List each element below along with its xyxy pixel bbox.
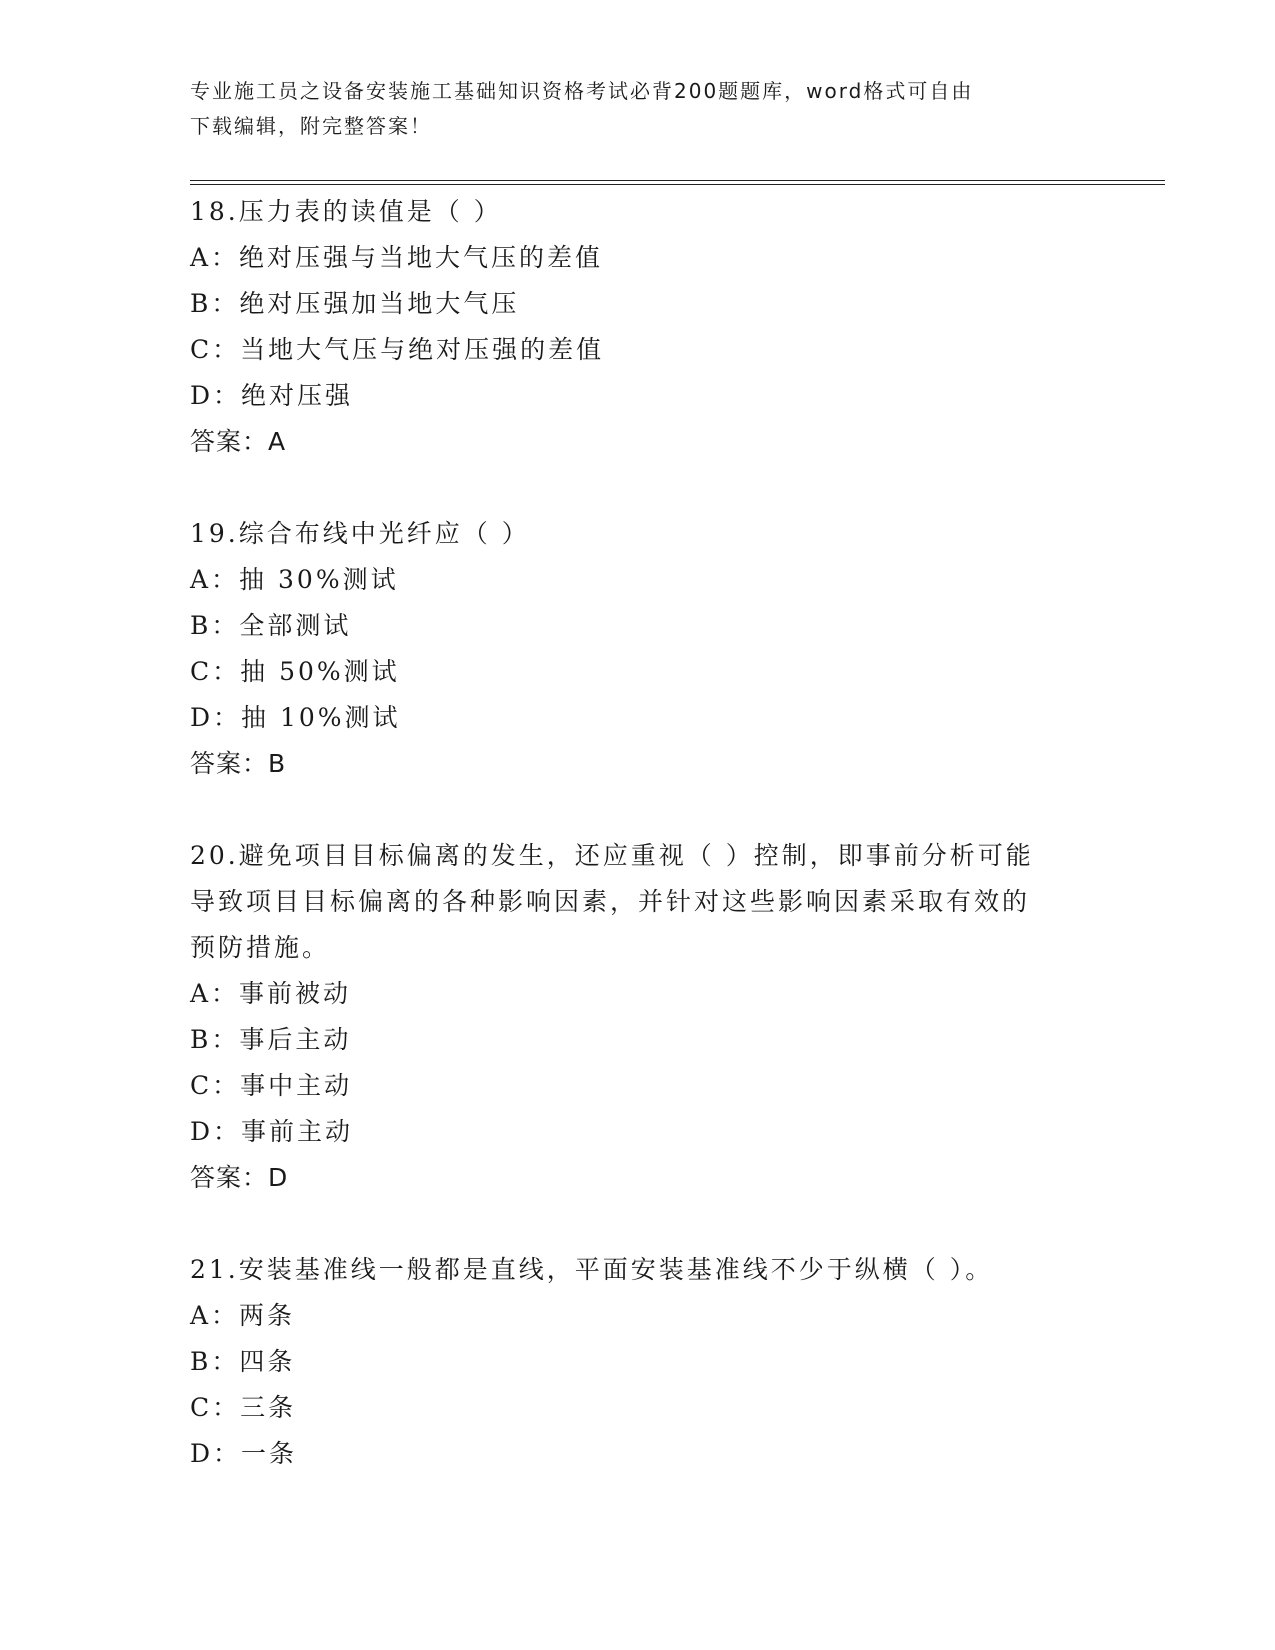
question-stem: 19.综合布线中光纤应（ ）: [190, 519, 530, 548]
option-a: A：抽 30%测试: [190, 565, 399, 594]
question-21: [190, 1247, 1070, 1477]
option-a: A：绝对压强与当地大气压的差值: [190, 243, 604, 272]
question-stem: 21.安装基准线一般都是直线，平面安装基准线不少于纵横（ ）。: [190, 1255, 994, 1284]
option-c: C：事中主动: [190, 1071, 353, 1100]
answer-line: 答案：A: [190, 427, 287, 456]
option-b: B：全部测试: [190, 611, 352, 640]
option-b: B：绝对压强加当地大气压: [190, 289, 520, 318]
option-b: B：四条: [190, 1347, 296, 1376]
option-d: D：绝对压强: [190, 381, 354, 410]
answer-line: 答案：D: [190, 1163, 289, 1192]
option-d: D：事前主动: [190, 1117, 354, 1146]
option-c: C：抽 50%测试: [190, 657, 400, 686]
header-divider-bottom: [190, 184, 1165, 185]
question-stem-line-3: 预防措施。: [190, 933, 331, 962]
option-d: D：抽 10%测试: [190, 703, 401, 732]
question-list: [190, 189, 1070, 1477]
option-b: B：事后主动: [190, 1025, 352, 1054]
option-c: C：三条: [190, 1393, 297, 1422]
option-a: A：事前被动: [190, 979, 352, 1008]
option-c: C：当地大气压与绝对压强的差值: [190, 335, 605, 364]
question-19: [190, 511, 1070, 787]
question-20: [190, 833, 1070, 1201]
question-stem-line-2: 导致项目目标偏离的各种影响因素，并针对这些影响因素采取有效的: [190, 887, 1031, 916]
header-divider-top: [190, 180, 1165, 181]
header-line-1: 专业施工员之设备安装施工基础知识资格考试必背200题题库，word格式可自由: [190, 79, 974, 103]
option-a: A：两条: [190, 1301, 296, 1330]
question-18: [190, 189, 1070, 465]
question-stem-line-1: 20.避免项目目标偏离的发生，还应重视（ ）控制，即事前分析可能: [190, 841, 1034, 870]
option-d: D：一条: [190, 1439, 298, 1468]
page-header: [190, 74, 1070, 144]
header-line-2: 下载编辑，附完整答案！: [190, 114, 432, 138]
answer-line: 答案：B: [190, 749, 287, 778]
question-stem: 18.压力表的读值是（ ）: [190, 197, 502, 226]
